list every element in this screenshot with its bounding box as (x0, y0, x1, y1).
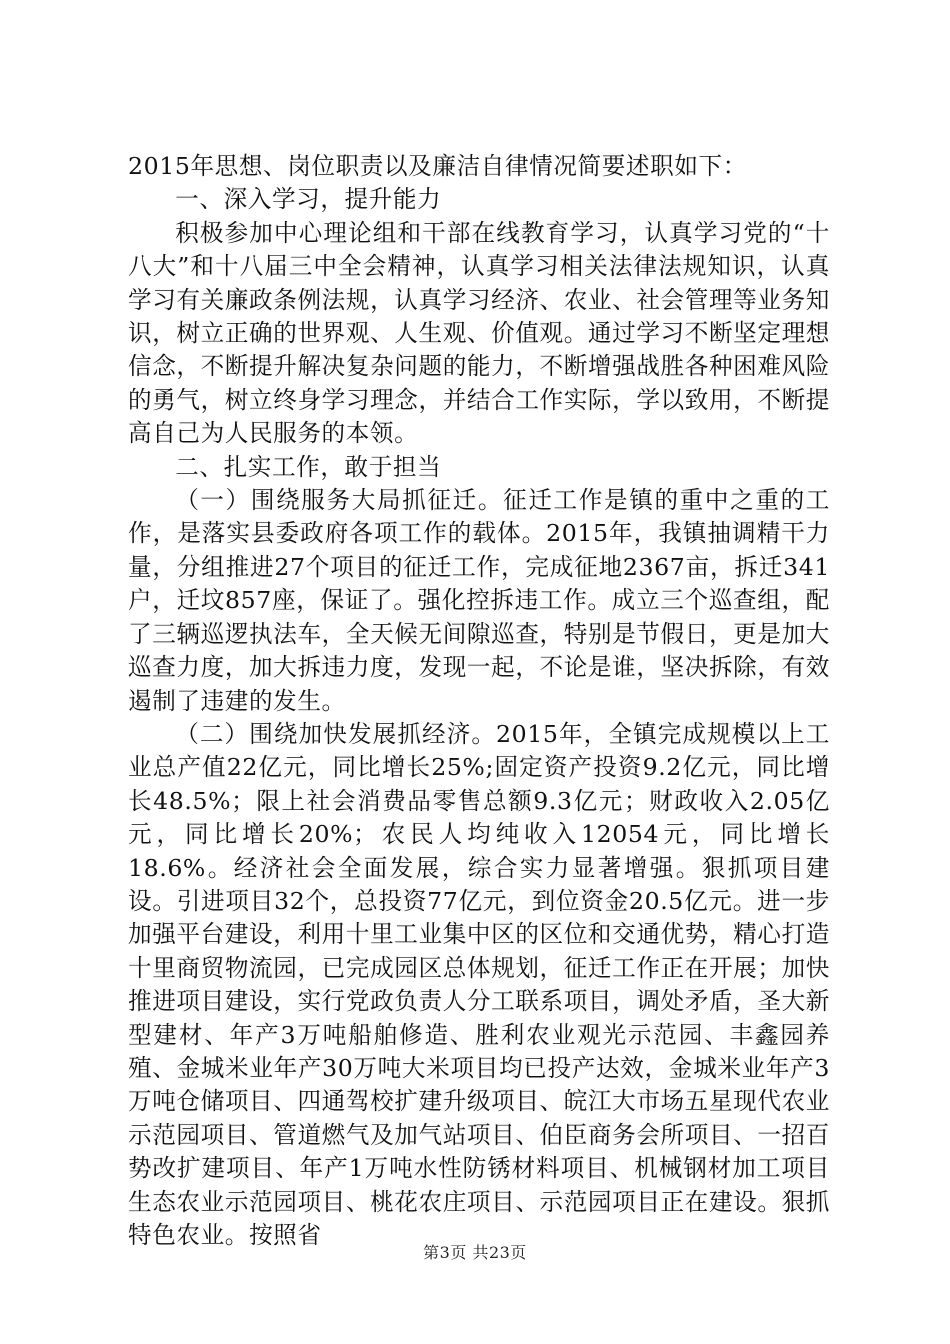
paragraph-study: 积极参加中心理论组和干部在线教育学习，认真学习党的“十八大”和十八届三中全会精神，认真学习相关法律法规知识，认真学习有关廉政条例法规，认真学习经济、农业、社会管理等业务知识，树立正确的世界观、人生观、价值观。通过学习不断坚定理想信念，不断提升解决复杂问题的能力，不断增强战胜各种困难风险的勇气，树立终身学习理念，并结合工作实际，学以致用，不断提高自己为人民服务的本领。 (128, 218, 830, 448)
section-heading-1: 一、深入学习，提升能力 (175, 185, 442, 214)
page-number-footer: 第3页 共23页 (423, 1243, 527, 1262)
document-body (128, 150, 830, 1252)
section-heading-2: 二、扎实工作，敢于担当 (175, 452, 442, 481)
paragraph-economy: （二）围绕加快发展抓经济。2015年，全镇完成规模以上工业总产值22亿元，同比增长25%;固定资产投资9.2亿元，同比增长48.5%；限上社会消费品零售总额9.3亿元；财政收入2.05亿元，同比增长20%；农民人均纯收入12054元，同比增长18.6%。经济社会全面发展，综合实力显著增强。狠抓项目建设。引进项目32个，总投资77亿元，到位资金20.5亿元。进一步加强平台建设，利用十里工业集中区的区位和交通优势，精心打造十里商贸物流园，已完成园区总体规划，征迁工作正在开展；加快推进项目建设，实行党政负责人分工联系项目，调处矛盾，圣大新型建材、年产3万吨船舶修造、胜利农业观光示范园、丰鑫园养殖、金城米业年产30万吨大米项目均已投产达效，金城米业年产3万吨仓储项目、四通驾校扩建升级项目、皖江大市场五星现代农业示范园项目、管道燃气及加气站项目、伯臣商务会所项目、一招百势改扩建项目、年产1万吨水性防锈材料项目、机械钢材加工项目生态农业示范园项目、桃花农庄项目、示范园项目正在建设。狠抓特色农业。按照省 (128, 719, 830, 1249)
intro-line: 2015年思想、岗位职责以及廉洁自律情况简要述职如下： (128, 152, 747, 180)
paragraph-relocation: （一）围绕服务大局抓征迁。征迁工作是镇的重中之重的工作，是落实县委政府各项工作的载体。2015年，我镇抽调精干力量，分组推进27个项目的征迁工作，完成征地2367亩，拆迁341户，迁坟857座，保证了。强化控拆违工作。成立三个巡查组，配了三辆巡逻执法车，全天候无间隙巡查，特别是节假日，更是加大巡查力度，加大拆违力度，发现一起，不论是谁，坚决拆除，有效遏制了违建的发生。 (128, 486, 830, 715)
